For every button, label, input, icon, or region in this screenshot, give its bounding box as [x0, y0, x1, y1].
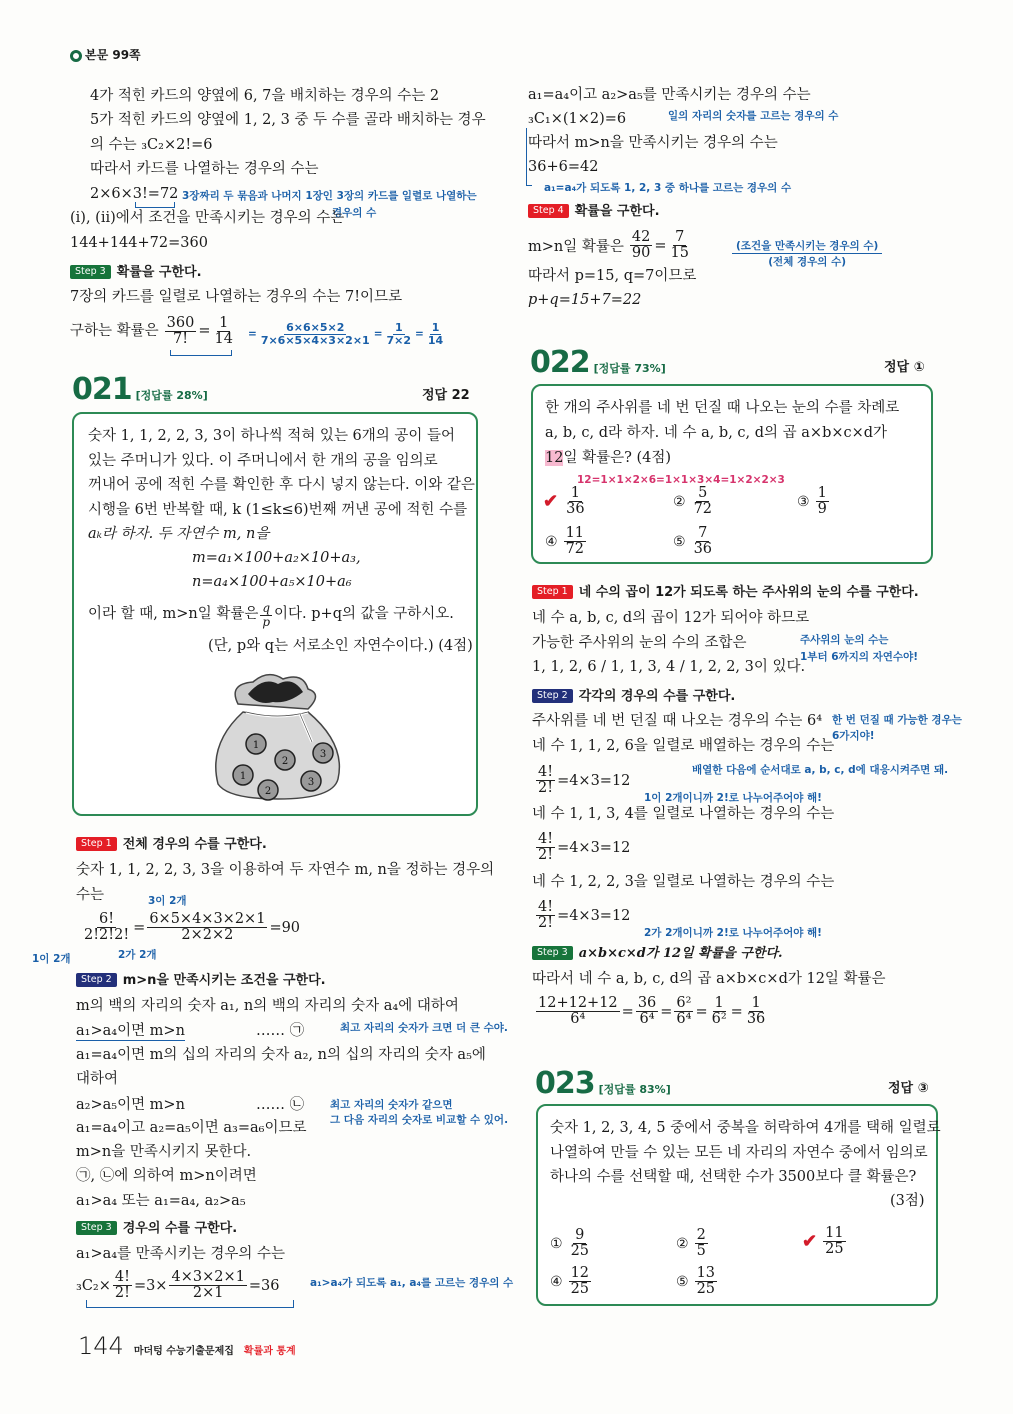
- numerator: 1: [431, 321, 440, 334]
- numerator: 11: [565, 525, 585, 541]
- choice-3[interactable]: [802, 1226, 848, 1257]
- step-title: a×b×c×d가 12일 확률을 구한다.: [578, 946, 783, 961]
- denominator: 5: [696, 1243, 706, 1260]
- circle-bullet-icon: [70, 50, 82, 62]
- choice-number: ②: [673, 493, 686, 510]
- numerator: 11: [825, 1225, 844, 1241]
- step-badge: Step 1: [76, 837, 117, 850]
- numerator: 1: [817, 485, 827, 501]
- equals: =: [660, 1003, 673, 1020]
- fraction: [82, 912, 131, 943]
- problem-line: 한 개의 주사위를 네 번 던질 때 나오는 눈의 수를 차례로: [545, 400, 900, 416]
- hint-note: 12=1×1×2×6=1×1×3×4=1×2×2×3: [577, 474, 785, 486]
- result: =4×3=12: [557, 907, 631, 924]
- denominator: 2!: [538, 780, 554, 797]
- body-line: 네 수 a, b, c, d의 곱이 12가 되어야 하므로: [532, 610, 810, 626]
- annotation-note: 일의 자리의 숫자를 고르는 경우의 수: [668, 110, 839, 122]
- checkmark-icon: ✔: [543, 491, 559, 513]
- equals: =: [730, 1003, 743, 1020]
- text: 구하는 확률은: [70, 323, 159, 340]
- annotation-note: 1이 2개: [32, 953, 71, 965]
- body-line: 네 수 1, 1, 3, 4를 일렬로 나열하는 경우의 수는: [532, 806, 835, 822]
- annotation-note: 최고 자리의 숫자가 같으면: [330, 1099, 453, 1111]
- fraction: [636, 996, 658, 1027]
- annotation-note: 3장짜리 두 묶음과 나머지 1장인 3장의 카드를 일렬로 나열하는: [182, 190, 477, 202]
- step-header: [532, 584, 919, 601]
- intro-line-6: (i), (ii)에서 조건을 만족시키는 경우의 수는: [70, 210, 345, 226]
- equals: =: [373, 328, 383, 341]
- svg-text:3: 3: [307, 777, 315, 788]
- fraction: [259, 322, 372, 346]
- numerator: 12+12+12: [538, 995, 618, 1011]
- equals: =: [621, 1003, 634, 1020]
- choice-4[interactable]: [550, 1266, 593, 1297]
- denominator: 14: [427, 333, 444, 347]
- calc-line: [534, 996, 769, 1027]
- step-header: [532, 945, 783, 962]
- numerator: 1: [570, 485, 580, 501]
- numerator: 6×6×5×2: [286, 321, 345, 334]
- denominator: 90: [631, 245, 651, 262]
- denominator: 25: [570, 1281, 590, 1298]
- choice-number: ④: [545, 533, 558, 550]
- svg-text:3: 3: [319, 749, 327, 760]
- step-title: 네 수의 곱이 12가 되도록 하는 주사위의 눈의 수를 구한다.: [578, 585, 919, 600]
- intro-line-7: 144+144+72=360: [70, 235, 208, 251]
- fraction: [165, 316, 197, 347]
- problem-line: 나열하여 만들 수 있는 모든 네 자리의 자연수 중에서 임의로: [550, 1145, 928, 1161]
- numerator: 1: [394, 321, 403, 334]
- fraction: [630, 230, 652, 261]
- question-number: 021: [72, 372, 132, 407]
- body-line: a₁>a₄ 또는 a₁=a₄, a₂>a₅: [76, 1193, 246, 1209]
- denominator: 72: [565, 541, 585, 558]
- annotation-note: 그 다음 자리의 숫자로 비교할 수 있어.: [330, 1114, 509, 1126]
- annotation-bracket: [170, 350, 232, 356]
- body-line: 따라서 p=15, q=7이므로: [528, 268, 697, 284]
- numerator: 1: [219, 315, 229, 331]
- denominator: 9: [817, 501, 827, 518]
- denominator: p: [262, 614, 271, 629]
- denominator: 2×2×2: [181, 927, 234, 944]
- annotation-note: 3이 2개: [148, 895, 187, 907]
- question-header: [535, 1066, 671, 1101]
- denominator: 7×6×5×4×3×2×1: [260, 333, 370, 347]
- body-line: a₁>a₄를 만족시키는 경우의 수는: [76, 1246, 285, 1262]
- calc-line: [534, 765, 630, 796]
- step-badge: Step 3: [532, 946, 573, 959]
- numerator: 2: [696, 1227, 706, 1243]
- fraction: [569, 1266, 591, 1297]
- fraction: [695, 1228, 708, 1259]
- step-badge: Step 3: [70, 265, 111, 278]
- annotation-fraction: [732, 238, 882, 269]
- fraction: [536, 900, 555, 931]
- body-line: 따라서 m>n을 만족시키는 경우의 수는: [528, 135, 778, 151]
- denominator: 2×1: [192, 1285, 224, 1302]
- numerator: 4!: [538, 899, 554, 915]
- calc-line: [76, 1270, 279, 1301]
- fraction: [569, 1228, 591, 1259]
- svg-text:2: 2: [264, 786, 272, 797]
- fraction: [213, 316, 235, 347]
- numerator: (조건을 만족시키는 경우의 수): [732, 238, 882, 254]
- numerator: 360: [166, 315, 195, 331]
- fraction: [564, 526, 586, 557]
- fraction: [536, 765, 555, 796]
- annotation-note: 한 번 던질 때 가능한 경우는: [832, 714, 962, 726]
- numerator: 4×3×2×1: [171, 1269, 245, 1285]
- body-line: 따라서 네 수 a, b, c, d의 곱 a×b×c×d가 12일 확률은: [532, 971, 886, 987]
- choice-1[interactable]: [550, 1228, 593, 1259]
- footer: [78, 1332, 296, 1360]
- denominator: (전체 경우의 수): [768, 256, 847, 268]
- intro-line-2: 5가 적힌 카드의 양옆에 1, 2, 3 중 두 수를 골라 배치하는 경우: [90, 112, 486, 128]
- formula-m: m=a₁×100+a₂×10+a₃,: [192, 550, 361, 566]
- denominator: 6²: [711, 1011, 727, 1028]
- step-title: 전체 경우의 수를 구한다.: [122, 837, 267, 852]
- choice-number: ④: [550, 1273, 563, 1290]
- calc-line: [534, 832, 630, 863]
- step-header: [76, 836, 267, 853]
- annotation-calc: [248, 322, 447, 346]
- denominator: 2!2!2!: [84, 927, 130, 944]
- step-badge: Step 2: [532, 689, 573, 702]
- points: (3점): [890, 1193, 925, 1209]
- denominator: 7×2: [386, 333, 412, 347]
- numerator: 4!: [538, 764, 554, 780]
- fraction: [147, 912, 267, 943]
- denominator: 6⁴: [570, 1011, 586, 1028]
- step-badge: Step 2: [76, 973, 117, 986]
- step-title: 확률을 구한다.: [574, 204, 660, 219]
- question-number: 023: [535, 1066, 595, 1101]
- choice-2[interactable]: [676, 1228, 710, 1259]
- book-title: 마더텅 수능기출문제집: [133, 1346, 234, 1357]
- result: =4×3=12: [557, 772, 631, 789]
- svg-text:1: 1: [239, 771, 247, 782]
- annotation-note: 1부터 6까지의 자연수야!: [800, 651, 918, 663]
- question-header: [530, 345, 666, 380]
- svg-text:2: 2: [281, 756, 289, 767]
- choice-4[interactable]: [545, 526, 588, 557]
- formula-n: n=a₄×100+a₅×10+a₆: [192, 574, 352, 590]
- fraction: [823, 1226, 845, 1257]
- choice-3[interactable]: [797, 486, 831, 517]
- body-line: ㉠, ㉡에 의하여 m>n이려면: [76, 1168, 257, 1184]
- text: 이라 할 때, m>n일 확률은: [88, 606, 259, 623]
- fraction: [668, 230, 690, 261]
- step-header: [532, 688, 735, 705]
- step-header: [76, 972, 326, 989]
- body-line: 7장의 카드를 일렬로 나열하는 경우의 수는 7!이므로: [70, 289, 403, 305]
- denominator: 25: [570, 1243, 590, 1260]
- denominator: 6⁴: [676, 1011, 692, 1028]
- step-title: 각각의 경우의 수를 구한다.: [578, 689, 736, 704]
- denominator: 15: [670, 245, 689, 262]
- numerator: 7: [698, 525, 708, 541]
- text: =3×: [133, 1277, 168, 1294]
- numerator: 4!: [114, 1269, 130, 1285]
- problem-line: a, b, c, d라 하자. 네 수 a, b, c, d의 곱 a×b×c×d가: [545, 425, 888, 441]
- annotation-bracket: [135, 202, 175, 208]
- problem-line: 숫자 1, 1, 2, 2, 3, 3이 하나씩 적혀 있는 6개의 공이 들어: [88, 428, 456, 444]
- numerator: q: [262, 601, 271, 615]
- problem-line: 시행을 6번 반복할 때, k (1≤k≤6)번째 꺼낸 공에 적힌 수를: [88, 502, 468, 518]
- numerator: 7: [675, 229, 685, 245]
- denominator: 36: [566, 501, 585, 518]
- step-badge: Step 3: [76, 1221, 117, 1234]
- numerator: 42: [631, 229, 651, 245]
- intro-line-5: 2×6×3!=72: [90, 186, 179, 202]
- numerator: 12: [570, 1265, 590, 1281]
- probability-line: [528, 230, 693, 261]
- fraction: [674, 996, 693, 1027]
- body-line: a₁=a₄이고 a₂=a₅이면 a₃=a₆이므로: [76, 1120, 307, 1136]
- step-header: [76, 1220, 237, 1237]
- body-line: 수는: [76, 887, 105, 903]
- question-line: [88, 602, 454, 628]
- intro-line-3: 의 수는 ₃C₂×2!=6: [90, 137, 213, 153]
- problem-line: 하나의 수를 선택할 때, 선택한 수가 3500보다 클 확률은?: [550, 1169, 917, 1185]
- denominator: 2!: [538, 847, 554, 864]
- step-title: 확률을 구한다.: [116, 265, 202, 280]
- numerator: 4!: [538, 831, 554, 847]
- equals: =: [695, 1003, 708, 1020]
- denominator: 14: [214, 331, 233, 348]
- choice-number: ①: [550, 1235, 563, 1252]
- numerator: 5: [698, 485, 708, 501]
- calc-line: [80, 912, 300, 943]
- problem-line: 있는 주머니가 있다. 이 주머니에서 한 개의 공을 임의로: [88, 453, 438, 469]
- text: m>n일 확률은: [528, 239, 624, 256]
- text: 이다. p+q의 값을 구하시오.: [274, 606, 454, 623]
- marker-2: …… ㉡: [256, 1097, 305, 1113]
- denominator: 25: [825, 1241, 844, 1258]
- problem-line: 꺼내어 공에 적힌 수를 확인한 후 다시 넣지 않는다. 이와 같은: [88, 477, 475, 493]
- denominator: 25: [696, 1281, 716, 1298]
- body-line: 대하여: [76, 1071, 119, 1087]
- question-box: [536, 1104, 941, 1306]
- annotation-bracket: [526, 128, 532, 186]
- body-line: m>n을 만족시키지 못한다.: [76, 1144, 252, 1160]
- fraction: [260, 602, 272, 628]
- fraction: [536, 996, 620, 1027]
- question-header: [72, 372, 208, 407]
- denominator: 36: [693, 541, 713, 558]
- body-line: a₁=a₄이면 m의 십의 자리의 숫자 a₂, n의 십의 자리의 숫자 a₅에: [76, 1047, 486, 1063]
- body-line: 네 수 1, 2, 2, 3을 일렬로 나열하는 경우의 수는: [532, 874, 835, 890]
- body-line: a₁=a₄이고 a₂>a₅를 만족시키는 경우의 수는: [528, 87, 811, 103]
- body-line: 숫자 1, 1, 2, 2, 3, 3을 이용하여 두 자연수 m, n을 정하는 경우의: [76, 862, 495, 878]
- marker-1: …… ㉠: [256, 1023, 305, 1039]
- problem-line: 숫자 1, 2, 3, 4, 5 중에서 중복을 허락하여 4개를 택해 일렬로: [550, 1120, 941, 1136]
- step-title: m>n을 만족시키는 조건을 구한다.: [122, 973, 326, 988]
- step-badge: Step 4: [528, 204, 569, 217]
- choice-number: ③: [797, 493, 810, 510]
- denominator: 6⁴: [639, 1011, 655, 1028]
- result: =36: [248, 1277, 280, 1294]
- question-box: [531, 384, 933, 564]
- denominator: 7!: [172, 331, 189, 348]
- answer-label: 정답 ①: [884, 360, 925, 375]
- numerator: 6²: [676, 995, 692, 1011]
- step-badge: Step 1: [532, 585, 573, 598]
- correct-rate: [정답률 73%]: [593, 362, 666, 375]
- annotation-note: a₁=a₄가 되도록 1, 2, 3 중 하나를 고르는 경우의 수: [544, 182, 792, 194]
- annotation-note: a₁>a₄가 되도록 a₁, a₄를 고르는 경우의 수: [310, 1277, 514, 1289]
- fraction: [426, 322, 445, 346]
- annotation-note: 배열한 다음에 순서대로 a, b, c, d에 대응시켜주면 돼.: [692, 764, 949, 776]
- body-line: ₃C₁×(1×2)=6: [528, 111, 627, 127]
- step-header: [70, 264, 202, 281]
- numerator: 6×5×4×3×2×1: [149, 911, 266, 927]
- page-reference: [70, 48, 141, 62]
- fraction: [692, 486, 714, 517]
- condition: (단, p와 q는 서로소인 자연수이다.) (4점): [208, 638, 473, 654]
- choice-number: ②: [676, 1235, 689, 1252]
- result: =4×3=12: [557, 839, 631, 856]
- choice-1[interactable]: [543, 486, 589, 517]
- annotation-note: 경우의 수: [332, 207, 377, 219]
- numerator: 6!: [99, 911, 115, 927]
- answer-label: 정답 ③: [888, 1081, 929, 1096]
- choice-number: ⑤: [676, 1273, 689, 1290]
- annotation-bracket: [86, 1300, 294, 1308]
- numerator: 9: [575, 1227, 585, 1243]
- body-line: 네 수 1, 1, 2, 6을 일렬로 배열하는 경우의 수는: [532, 738, 835, 754]
- bag-of-balls-illustration: [208, 664, 348, 804]
- annotation-note: 주사위의 눈의 수는: [800, 634, 889, 646]
- fraction: [385, 322, 414, 346]
- body-line: 주사위를 네 번 던질 때 나오는 경우의 수는 6⁴: [532, 713, 823, 729]
- body-line: a₂>a₅이면 m>n: [76, 1097, 185, 1113]
- fraction: [695, 1266, 717, 1297]
- body-line: p+q=15+7=22: [528, 292, 642, 308]
- answer-label: 정답 22: [422, 388, 470, 403]
- numerator: 36: [637, 995, 657, 1011]
- choice-number: ⑤: [673, 533, 686, 550]
- fraction: [536, 832, 555, 863]
- annotation-note: 1이 2개이니까 2!로 나누어주어야 해!: [644, 792, 822, 804]
- annotation-note: 6가지야!: [832, 730, 875, 742]
- body-line: 가능한 주사위의 눈의 수의 조합은: [532, 635, 747, 651]
- body-line: 36+6=42: [528, 159, 599, 175]
- body-line: m의 백의 자리의 숫자 a₁, n의 백의 자리의 숫자 a₄에 대하여: [76, 998, 459, 1014]
- fraction: [113, 1270, 132, 1301]
- calc-line: [534, 900, 630, 931]
- numerator: 1: [751, 995, 761, 1011]
- checkmark-icon: ✔: [802, 1231, 818, 1253]
- svg-text:1: 1: [252, 740, 260, 751]
- denominator: 36: [746, 1011, 766, 1028]
- choice-2[interactable]: [673, 486, 716, 517]
- text: ₃C₂×: [76, 1277, 111, 1294]
- equals: =: [248, 328, 257, 341]
- equals: =: [198, 323, 211, 340]
- probability-line: [70, 316, 237, 347]
- equals: =: [133, 919, 146, 936]
- subject-label: 확률과 통계: [243, 1346, 296, 1357]
- numerator: 13: [696, 1265, 716, 1281]
- fraction: [564, 486, 586, 517]
- choice-5[interactable]: [673, 526, 716, 557]
- problem-line: [545, 450, 671, 467]
- result: =90: [269, 919, 301, 936]
- equals: =: [415, 328, 424, 341]
- denominator: 72: [693, 501, 713, 518]
- denominator: 2!: [114, 1285, 130, 1302]
- numerator: 1: [714, 995, 724, 1011]
- body-line: 1, 1, 2, 6 / 1, 1, 3, 4 / 1, 2, 2, 3이 있다.: [532, 659, 806, 675]
- choice-5[interactable]: [676, 1266, 719, 1297]
- correct-rate: [정답률 28%]: [135, 389, 208, 402]
- fraction: [745, 996, 767, 1027]
- fraction: [816, 486, 829, 517]
- fraction: [169, 1270, 246, 1301]
- fraction: [692, 526, 714, 557]
- correct-rate: [정답률 83%]: [598, 1083, 671, 1096]
- step-title: 경우의 수를 구한다.: [122, 1221, 238, 1236]
- ref-label: 본문 99쪽: [85, 48, 141, 62]
- intro-line-4: 따라서 카드를 나열하는 경우의 수는: [90, 161, 319, 177]
- equals: =: [654, 237, 667, 254]
- question-box: [72, 412, 478, 816]
- annotation-note: 2가 2개이니까 2!로 나누어주어야 해!: [644, 927, 822, 939]
- problem-line: aₖ라 하자. 두 자연수 m, n을: [88, 526, 270, 542]
- step-header: [528, 203, 660, 220]
- page-number: 144: [78, 1332, 124, 1360]
- text: 일 확률은? (4점): [563, 450, 672, 466]
- annotation-note: 2가 2개: [118, 949, 157, 961]
- annotation-note: 최고 자리의 숫자가 크면 더 큰 수야.: [340, 1022, 508, 1034]
- question-number: 022: [530, 345, 590, 380]
- body-line: a₁>a₄이면 m>n: [76, 1023, 185, 1041]
- fraction: [710, 996, 729, 1027]
- intro-line-1: 4가 적힌 카드의 양옆에 6, 7을 배치하는 경우의 수는 2: [90, 88, 440, 104]
- denominator: 2!: [538, 915, 554, 932]
- highlighted-number: 12: [545, 450, 564, 466]
